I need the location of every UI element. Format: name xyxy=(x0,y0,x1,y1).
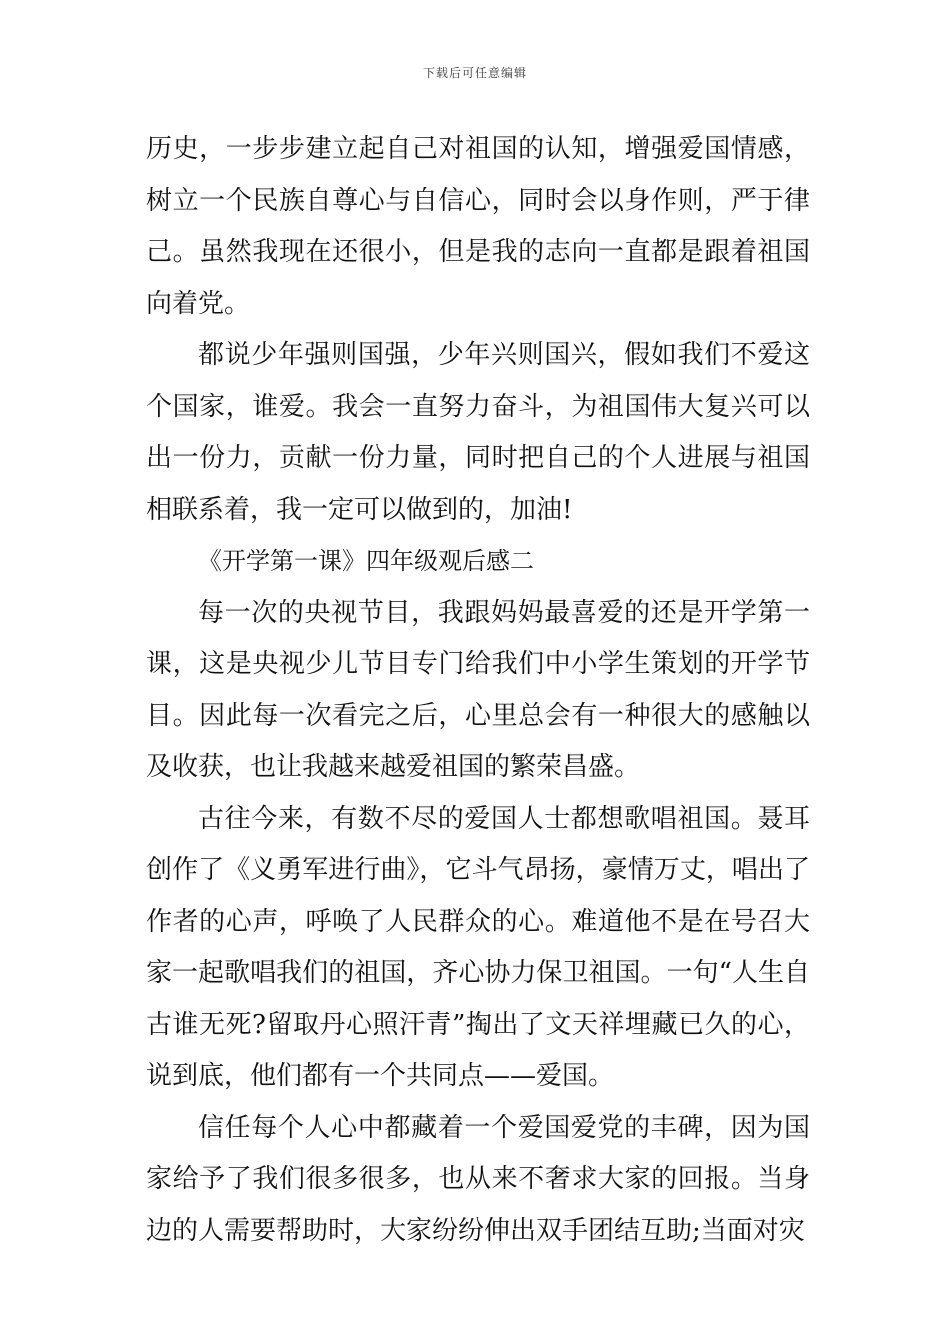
paragraph: 古往今来，有数不尽的爱国人士都想歌唱祖国。聂耳创作了《义勇军进行曲》，它斗气昂扬，豪情万丈，唱出了作者的心声，呼唤了人民群众的心。难道他不是在号召大家一起歌唱我们的祖国，齐心协力保卫祖国。一句“人生自古谁无死?留取丹心照汗青”掏出了文天祥埋藏已久的心，说到底，他们都有一个共同点——爱国。 xyxy=(146,803,810,1091)
document-body xyxy=(146,124,810,1257)
section-title: 《开学第一课》四年级观后感二 xyxy=(198,547,534,575)
page-header: 下载后可任意编辑 xyxy=(422,66,527,80)
paragraph: 都说少年强则国强，少年兴则国兴，假如我们不爱这个国家，谁爱。我会一直努力奋斗，为祖国伟大复兴可以出一份力，贡献一份力量，同时把自己的个人进展与祖国相联系着，我一定可以做到的，加油! xyxy=(146,340,810,525)
paragraph: 每一次的央视节目，我跟妈妈最喜爱的还是开学第一课，这是央视少儿节目专门给我们中小学生策划的开学节目。因此每一次看完之后，心里总会有一种很大的感触以及收获，也让我越来越爱祖国的繁荣昌盛。 xyxy=(146,597,810,782)
paragraph-continued: 历史，一步步建立起自己对祖国的认知，增强爱国情感，树立一个民族自尊心与自信心，同时会以身作则，严于律己。虽然我现在还很小，但是我的志向一直都是跟着祖国向着党。 xyxy=(146,134,810,319)
paragraph: 信任每个人心中都藏着一个爱国爱党的丰碑，因为国家给予了我们很多很多，也从来不奢求大家的回报。当身边的人需要帮助时，大家纷纷伸出双手团结互助;当面对灾 xyxy=(146,1112,810,1246)
